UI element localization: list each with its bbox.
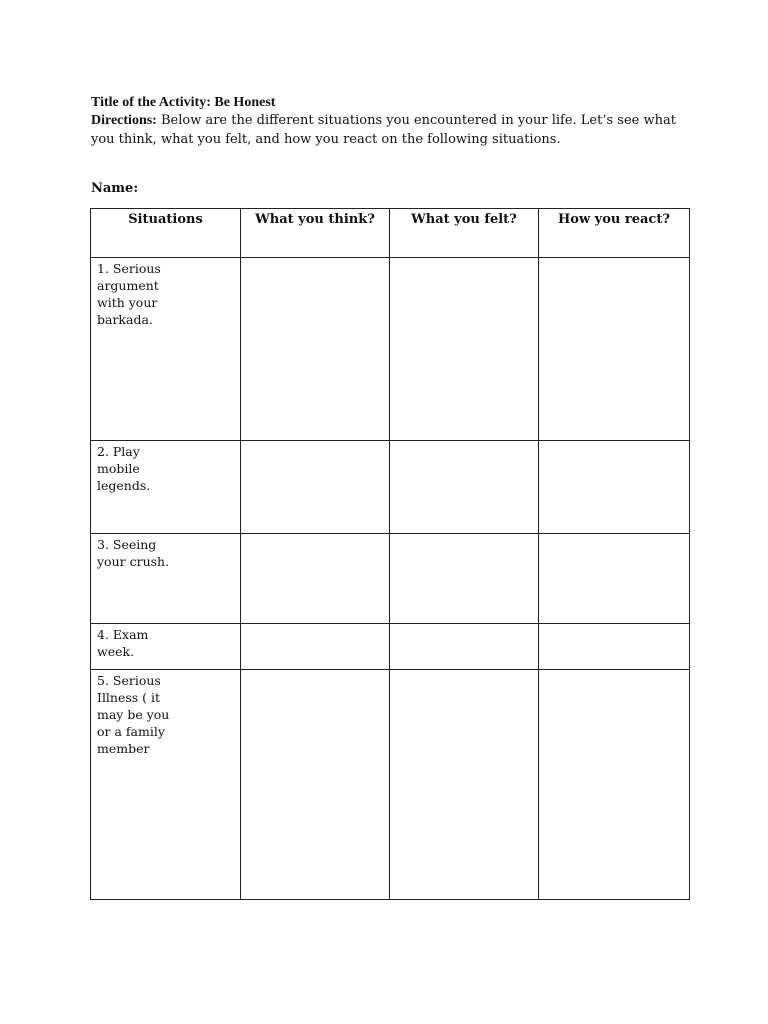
felt-answer-cell[interactable] <box>390 670 539 900</box>
table-header-row <box>91 209 690 258</box>
think-answer-cell[interactable] <box>241 624 390 670</box>
think-answer-cell[interactable] <box>241 441 390 534</box>
directions-label: Directions: <box>91 113 157 128</box>
table-row <box>91 624 690 670</box>
situation-cell <box>91 670 241 900</box>
react-answer-cell[interactable] <box>539 441 690 534</box>
situation-text: 2. Play mobile legends. <box>97 444 151 493</box>
column-header-situations: Situations <box>91 209 241 258</box>
column-header-what-you-felt: What you felt? <box>390 209 539 258</box>
name-label: Name: <box>91 181 139 196</box>
react-answer-cell[interactable] <box>539 534 690 624</box>
situation-cell <box>91 534 241 624</box>
felt-answer-cell[interactable] <box>390 534 539 624</box>
directions-paragraph <box>91 111 691 149</box>
felt-answer-cell[interactable] <box>390 624 539 670</box>
react-answer-cell[interactable] <box>539 670 690 900</box>
directions-text: Below are the different situations you encountered in your life. Let’s see what you think, what you felt, and how you react on the following situations. <box>91 113 676 147</box>
situation-cell <box>91 624 241 670</box>
situation-text: 5. Serious Illness ( it may be you or a family member <box>97 673 170 756</box>
react-answer-cell[interactable] <box>539 624 690 670</box>
think-answer-cell[interactable] <box>241 534 390 624</box>
activity-title: Title of the Activity: Be Honest <box>91 95 276 110</box>
table-row <box>91 670 690 900</box>
table-row <box>91 258 690 441</box>
situation-cell <box>91 258 241 441</box>
felt-answer-cell[interactable] <box>390 441 539 534</box>
react-answer-cell[interactable] <box>539 258 690 441</box>
situations-table <box>90 208 690 900</box>
situation-text: 3. Seeing your crush. <box>97 537 170 569</box>
situation-text: 4. Exam week. <box>97 627 149 659</box>
table-row <box>91 534 690 624</box>
situation-cell <box>91 441 241 534</box>
table-row <box>91 441 690 534</box>
think-answer-cell[interactable] <box>241 258 390 441</box>
think-answer-cell[interactable] <box>241 670 390 900</box>
column-header-how-you-react: How you react? <box>539 209 690 258</box>
column-header-what-you-think: What you think? <box>241 209 390 258</box>
situation-text: 1. Serious argument with your barkada. <box>97 261 161 327</box>
felt-answer-cell[interactable] <box>390 258 539 441</box>
